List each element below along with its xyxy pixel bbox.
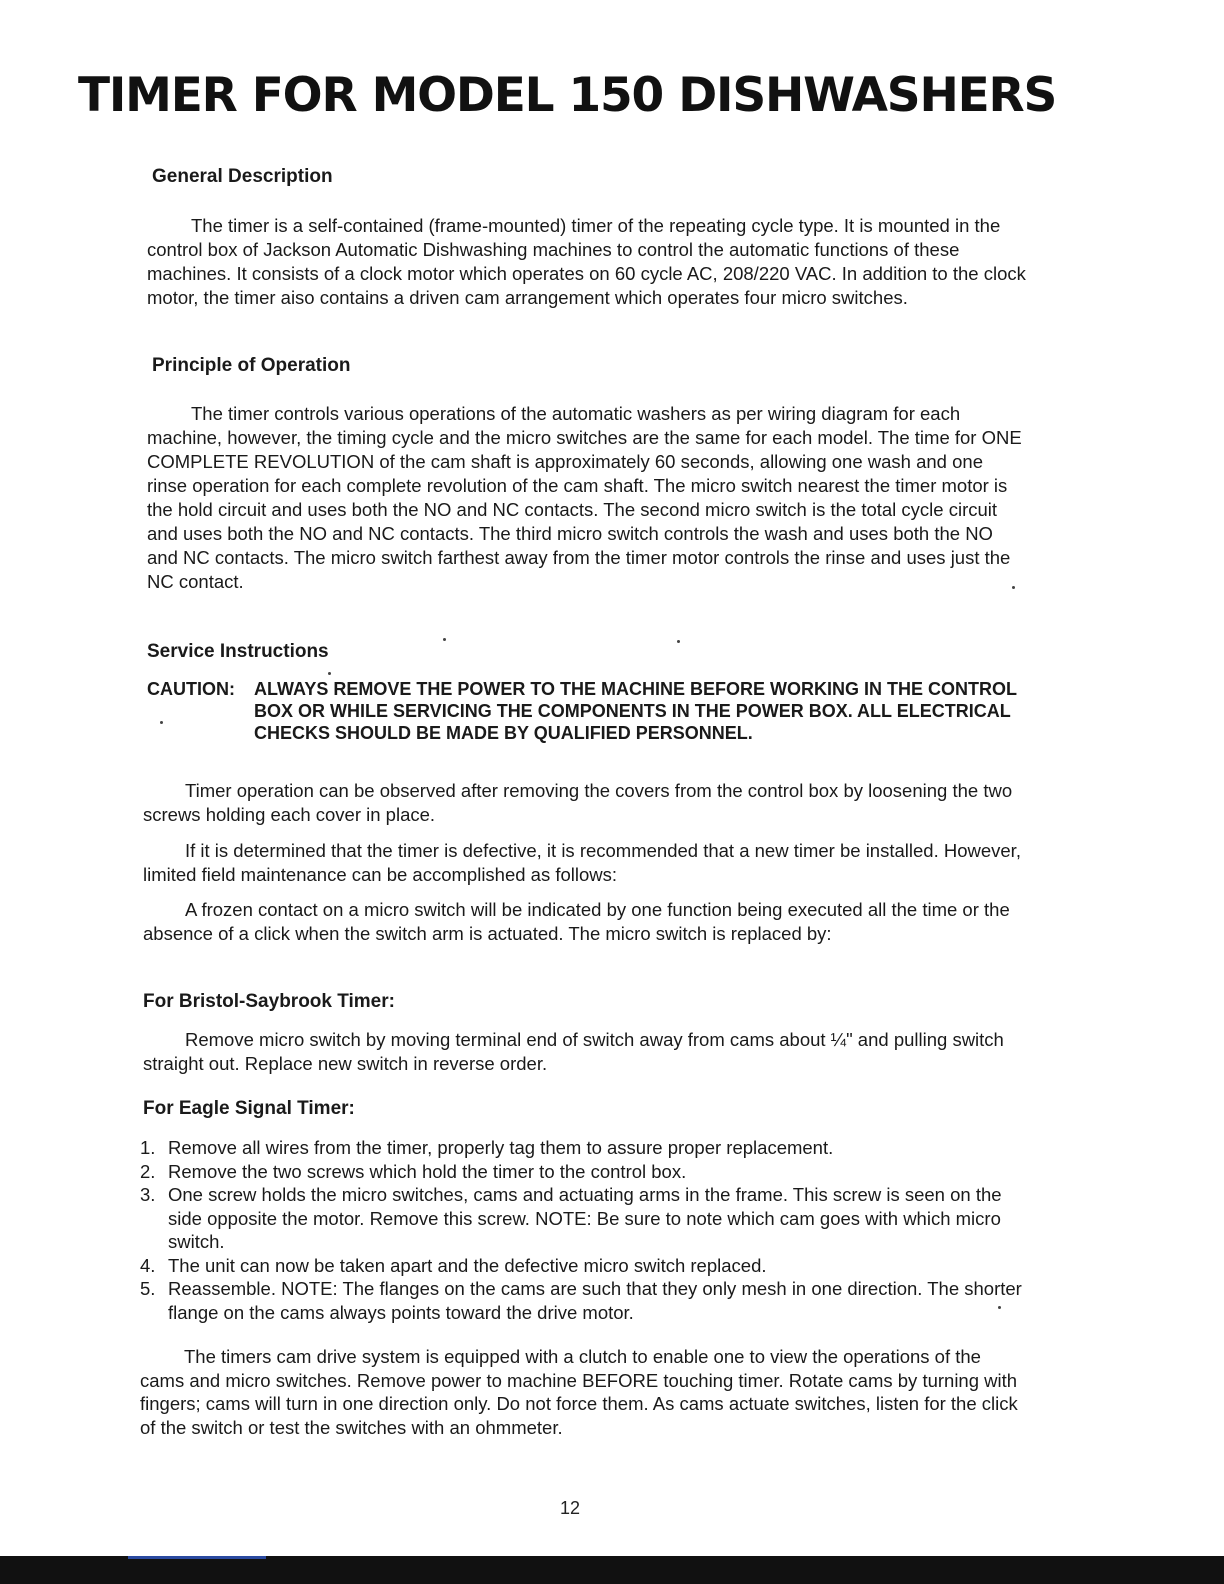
scan-speck	[160, 721, 163, 724]
scan-speck	[998, 1306, 1001, 1309]
list-item	[140, 1160, 1040, 1184]
eagle-signal-steps	[140, 1136, 1040, 1324]
service-paragraph-3: A frozen contact on a micro switch will be indicated by one function being executed all the time or the absence of a click when the switch arm is actuated. The micro switch is replaced by:	[143, 899, 1010, 944]
caution-text: ALWAYS REMOVE THE POWER TO THE MACHINE BEFORE WORKING IN THE CONTROL BOX OR WHILE SERVICING THE COMPONENTS IN THE POWER BOX. ALL ELECTRICAL CHECKS SHOULD BE MADE BY QUALIFIED PERSONNEL.	[254, 679, 1017, 743]
step-number: 5.	[140, 1278, 156, 1299]
step-text: Remove the two screws which hold the timer to the control box.	[168, 1160, 687, 1182]
step-number: 2.	[140, 1160, 156, 1182]
list-item	[140, 1183, 1040, 1254]
bristol-saybrook-heading: For Bristol-Saybrook Timer:	[143, 991, 395, 1012]
clutch-paragraph: The timers cam drive system is equipped with a clutch to enable one to view the operations of the cams and micro switches. Remove power to machine BEFORE touching timer. Rotate cams by turning with fingers; cams will turn in one direction only. Do not force them. As cams actuate switches, listen for the click of the switch or test the switches with an ohmmeter.	[140, 1346, 1018, 1438]
principle-of-operation-body: The timer controls various operations of the automatic washers as per wiring diagram for each machine, however, the timing cycle and the micro switches are the same for each model. The time for ONE COMPLETE REVOLUTION of the cam shaft is approximately 60 seconds, allowing one wash and one rinse operation for each complete revolution of the cam shaft. The micro switch nearest the timer motor is the hold circuit and uses both the NO and NC contacts. The second micro switch is the total cycle circuit and uses both the NO and NC contacts. The third micro switch controls the wash and uses both the NO and NC contacts. The micro switch farthest away from the timer motor controls the rinse and uses just the NC contact.	[147, 403, 1022, 592]
scan-bottom-edge	[0, 1556, 1224, 1584]
caution-label: CAUTION:	[147, 679, 235, 699]
step-text: The unit can now be taken apart and the defective micro switch replaced.	[168, 1254, 767, 1276]
general-description-heading: General Description	[152, 166, 333, 187]
bristol-saybrook-body: Remove micro switch by moving terminal end of switch away from cams about ¼" and pulling switch straight out. Replace new switch in reverse order.	[143, 1029, 1004, 1074]
step-text: Reassemble. NOTE: The flanges on the cams are such that they only mesh in one direction. The shorter flange on the cams always points toward the drive motor.	[168, 1278, 1022, 1323]
eagle-signal-heading: For Eagle Signal Timer:	[143, 1098, 355, 1119]
principle-of-operation-heading: Principle of Operation	[152, 355, 351, 376]
step-number: 4.	[140, 1254, 156, 1276]
service-paragraph-1: Timer operation can be observed after removing the covers from the control box by loosening the two screws holding each cover in place.	[143, 780, 1013, 825]
list-item	[140, 1277, 1040, 1324]
scan-edge-accent	[128, 1556, 266, 1559]
page-title: TIMER FOR MODEL 150 DISHWASHERS	[78, 68, 1057, 123]
step-text: Remove all wires from the timer, properly tag them to assure proper replacement.	[168, 1137, 834, 1158]
step-number: 1.	[140, 1137, 156, 1158]
step-text: One screw holds the micro switches, cams and actuating arms in the frame. This screw is seen on the side opposite the motor. Remove this screw. NOTE: Be sure to note which cam goes with which micro switch.	[168, 1184, 1002, 1252]
service-paragraph-2: If it is determined that the timer is defective, it is recommended that a new timer be installed. However, limited field maintenance can be accomplished as follows:	[143, 840, 1021, 885]
list-item	[140, 1136, 1040, 1160]
page-number: 12	[560, 1498, 581, 1518]
scan-speck	[1012, 586, 1015, 589]
scan-speck	[677, 640, 680, 643]
service-instructions-heading: Service Instructions	[147, 641, 329, 662]
general-description-body: The timer is a self-contained (frame-mounted) timer of the repeating cycle type. It is mounted in the control box of Jackson Automatic Dishwashing machines to control the automatic functions of these machines. It consists of a clock motor which operates on 60 cycle AC, 208/220 VAC. In addition to the clock motor, the timer aiso contains a driven cam arrangement which operates four micro switches.	[147, 215, 1026, 308]
scan-speck	[443, 638, 446, 641]
scan-speck	[328, 672, 331, 675]
list-item	[140, 1254, 1040, 1278]
step-number: 3.	[140, 1184, 156, 1205]
